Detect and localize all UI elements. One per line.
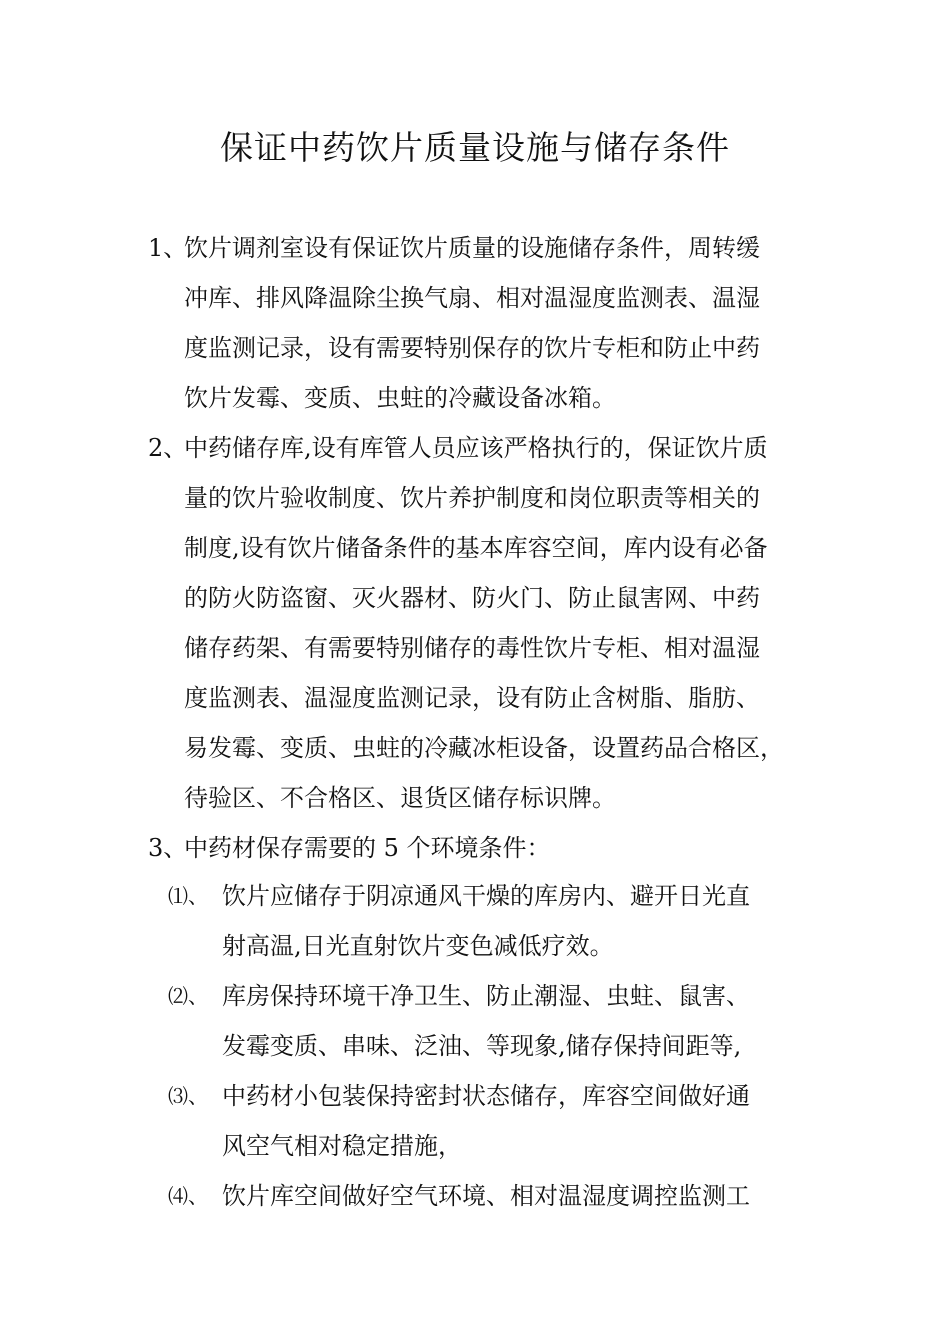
paragraph-line: 度监测表、温湿度监测记录，设有防止含树脂、脂肪、 (184, 684, 760, 712)
paragraph-line: 中药储存库,设有库管人员应该严格执行的，保证饮片质 (184, 434, 768, 462)
paragraph-line: 饮片发霉、变质、虫蛀的冷藏设备冰箱。 (184, 384, 616, 412)
sub-item-number: ⑴、 (168, 884, 208, 908)
paragraph-line: 风空气相对稳定措施， (222, 1132, 462, 1160)
paragraph-line: 度监测记录，设有需要特别保存的饮片专柜和防止中药 (184, 334, 760, 362)
sub-item-number: ⑶、 (168, 1084, 208, 1108)
paragraph-line: 储存药架、有需要特别储存的毒性饮片专柜、相对温湿 (184, 634, 760, 662)
item-number: 1、 (148, 234, 188, 262)
paragraph-line: 量的饮片验收制度、饮片养护制度和岗位职责等相关的 (184, 484, 760, 512)
paragraph-line: 饮片库空间做好空气环境、相对温湿度调控监测工 (222, 1182, 750, 1210)
sub-item-number: ⑷、 (168, 1184, 208, 1208)
paragraph-line: 制度,设有饮片储备条件的基本库容空间，库内设有必备 (184, 534, 768, 562)
paragraph-line: 待验区、不合格区、退货区储存标识牌。 (184, 784, 616, 812)
paragraph-line: 射高温,日光直射饮片变色减低疗效。 (222, 932, 614, 960)
item-number: 3、 (148, 834, 188, 862)
paragraph-line: 的防火防盗窗、灭火器材、防火门、防止鼠害网、中药 (184, 584, 760, 612)
paragraph-line: 库房保持环境干净卫生、防止潮湿、虫蛀、鼠害、 (222, 982, 750, 1010)
paragraph-line: 发霉变质、串味、泛油、等现象,储存保持间距等, (222, 1032, 742, 1060)
paragraph-line: 中药材保存需要的 5 个环境条件： (184, 834, 551, 862)
paragraph-line: 冲库、排风降温除尘换气扇、相对温湿度监测表、温湿 (184, 284, 760, 312)
paragraph-line: 饮片应储存于阴凉通风干燥的库房内、避开日光直 (222, 882, 750, 910)
paragraph-line: 易发霉、变质、虫蛀的冷藏冰柜设备，设置药品合格区， (184, 734, 784, 762)
sub-item-number: ⑵、 (168, 984, 208, 1008)
document-title: 保证中药饮片质量设施与储存条件 (220, 128, 730, 167)
paragraph-line: 饮片调剂室设有保证饮片质量的设施储存条件，周转缓 (184, 234, 760, 262)
paragraph-line: 中药材小包装保持密封状态储存，库容空间做好通 (222, 1082, 750, 1110)
item-number: 2、 (148, 434, 188, 462)
